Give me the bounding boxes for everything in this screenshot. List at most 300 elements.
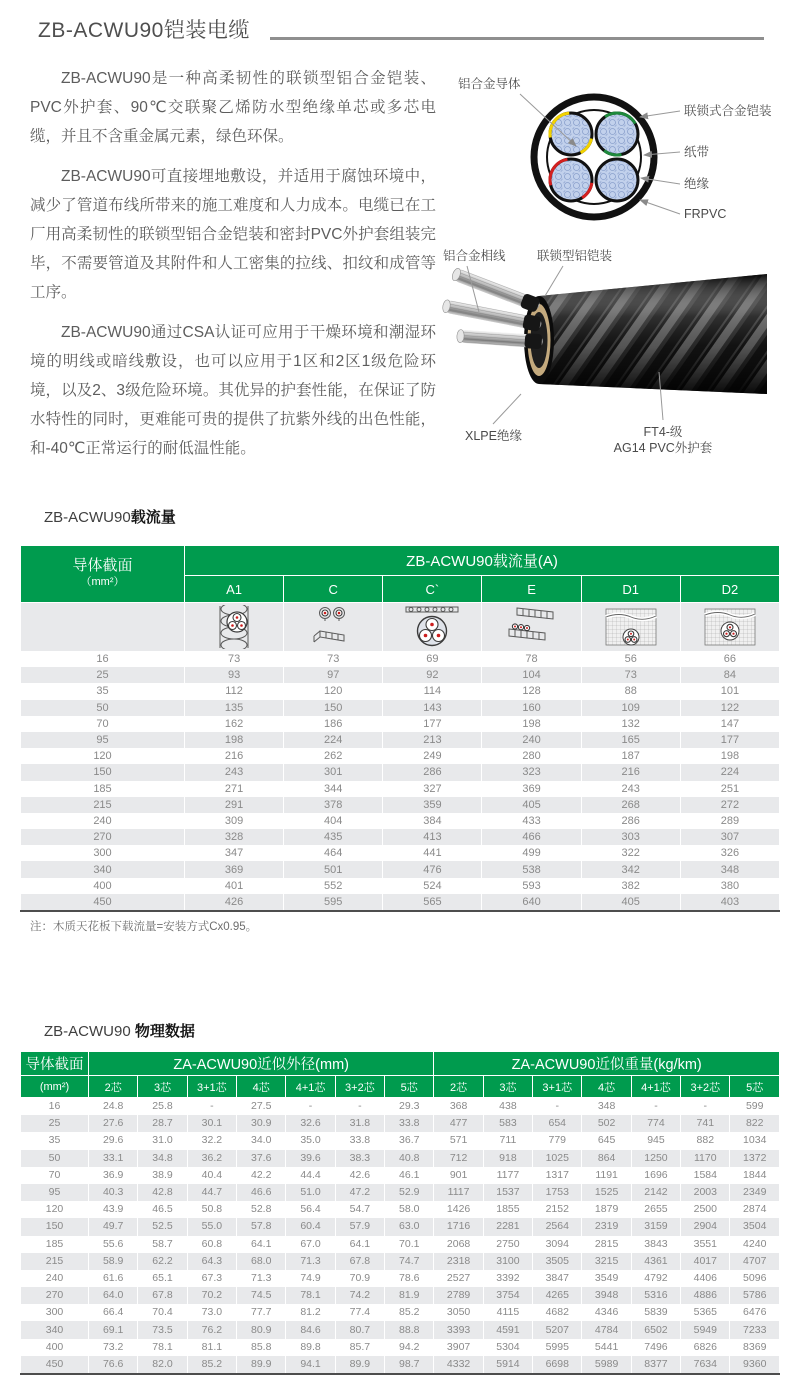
value-cell: 918: [483, 1150, 532, 1167]
value-cell: 5786: [730, 1287, 780, 1304]
value-cell: 3505: [533, 1253, 582, 1270]
value-cell: 55.6: [89, 1236, 138, 1253]
core-bottom-right: [596, 159, 638, 201]
value-cell: 4707: [730, 1253, 780, 1270]
table-row: [21, 1167, 780, 1184]
value-cell: 37.6: [237, 1150, 286, 1167]
value-cell: 56: [581, 651, 680, 667]
value-cell: 4240: [730, 1236, 780, 1253]
value-cell: 5441: [582, 1339, 631, 1356]
value-cell: 2874: [730, 1201, 780, 1218]
value-cell: 57.8: [237, 1218, 286, 1235]
ampacity-group-header: ZB-ACWU90载流量(A): [185, 546, 780, 576]
value-cell: 187: [581, 748, 680, 764]
conductor-size-unit: (mm²): [21, 1076, 89, 1098]
value-cell: 38.9: [138, 1167, 187, 1184]
value-cell: 143: [383, 700, 482, 716]
value-cell: 80.7: [335, 1321, 384, 1338]
value-cell: 1317: [533, 1167, 582, 1184]
conductor-size-cell: 25: [21, 667, 185, 683]
value-cell: 104: [482, 667, 581, 683]
conductor-size-cell: 300: [21, 845, 185, 861]
label-interlocked-armor: 联锁型铝铠装: [537, 249, 613, 263]
column-header-5core: 5芯: [385, 1076, 434, 1098]
table-row: [21, 797, 780, 813]
value-cell: 147: [680, 716, 779, 732]
table-row: [21, 748, 780, 764]
table-row: [21, 1132, 780, 1149]
value-cell: 4886: [681, 1287, 730, 1304]
value-cell: 426: [185, 894, 284, 911]
value-cell: 112: [185, 683, 284, 699]
table-row: [21, 700, 780, 716]
label-paper-tape: 纸带: [684, 145, 710, 159]
value-cell: 3100: [483, 1253, 532, 1270]
table-row: [21, 1184, 780, 1201]
value-cell: 323: [482, 764, 581, 780]
value-cell: 92: [383, 667, 482, 683]
value-cell: 6476: [730, 1304, 780, 1321]
value-cell: 3907: [434, 1339, 483, 1356]
value-cell: 1696: [631, 1167, 680, 1184]
value-cell: 301: [284, 764, 383, 780]
clipped-direct-on-wall-icon: [302, 605, 364, 649]
value-cell: 68.0: [237, 1253, 286, 1270]
value-cell: -: [335, 1098, 384, 1116]
value-cell: 774: [631, 1115, 680, 1132]
value-cell: 7233: [730, 1321, 780, 1338]
value-cell: 73.5: [138, 1321, 187, 1338]
value-cell: 864: [582, 1150, 631, 1167]
value-cell: 1250: [631, 1150, 680, 1167]
value-cell: 271: [185, 781, 284, 797]
value-cell: 552: [284, 878, 383, 894]
value-cell: 3215: [582, 1253, 631, 1270]
value-cell: 224: [680, 764, 779, 780]
table-note: 注：木质天花板下载流量=安装方式Cx0.95。: [30, 921, 258, 933]
value-cell: 464: [284, 845, 383, 861]
table-row: [21, 1321, 780, 1338]
value-cell: 65.1: [138, 1270, 187, 1287]
column-header-3plus2core: 3+2芯: [681, 1076, 730, 1098]
conductor-size-cell: 50: [21, 700, 185, 716]
value-cell: 78.1: [286, 1287, 335, 1304]
conductor-size-cell: 95: [21, 1184, 89, 1201]
value-cell: 369: [482, 781, 581, 797]
conductor-size-cell: 450: [21, 1356, 89, 1374]
value-cell: 286: [383, 764, 482, 780]
value-cell: 177: [680, 732, 779, 748]
table-row: [21, 1236, 780, 1253]
value-cell: 476: [383, 861, 482, 877]
value-cell: 6502: [631, 1321, 680, 1338]
table-row: [21, 1150, 780, 1167]
value-cell: 89.9: [335, 1356, 384, 1374]
value-cell: 76.2: [187, 1321, 236, 1338]
value-cell: 6698: [533, 1356, 582, 1374]
value-cell: 2142: [631, 1184, 680, 1201]
value-cell: 76.6: [89, 1356, 138, 1374]
value-cell: 2564: [533, 1218, 582, 1235]
value-cell: 599: [730, 1098, 780, 1116]
value-cell: 82.0: [138, 1356, 187, 1374]
value-cell: 56.4: [286, 1201, 335, 1218]
value-cell: 1034: [730, 1132, 780, 1149]
label-ft4-grade: FT4-级: [643, 425, 683, 439]
value-cell: 378: [284, 797, 383, 813]
table-row: [21, 894, 780, 911]
value-cell: 5365: [681, 1304, 730, 1321]
value-cell: 77.4: [335, 1304, 384, 1321]
value-cell: 98.7: [385, 1356, 434, 1374]
value-cell: 1426: [434, 1201, 483, 1218]
value-cell: 3504: [730, 1218, 780, 1235]
value-cell: 94.1: [286, 1356, 335, 1374]
table-row: [21, 861, 780, 877]
table-row: [21, 1098, 780, 1116]
value-cell: 81.1: [187, 1339, 236, 1356]
value-cell: 93: [185, 667, 284, 683]
conduit-in-insulated-wall-icon: [203, 605, 265, 649]
value-cell: 779: [533, 1132, 582, 1149]
value-cell: 58.0: [385, 1201, 434, 1218]
value-cell: 34.0: [237, 1132, 286, 1149]
value-cell: 654: [533, 1115, 582, 1132]
column-header-5core: 5芯: [730, 1076, 780, 1098]
table-row: [21, 683, 780, 699]
value-cell: 3549: [582, 1270, 631, 1287]
value-cell: 583: [483, 1115, 532, 1132]
value-cell: 120: [284, 683, 383, 699]
value-cell: 70.4: [138, 1304, 187, 1321]
value-cell: 328: [185, 829, 284, 845]
column-header-3plus1core: 3+1芯: [533, 1076, 582, 1098]
value-cell: 47.2: [335, 1184, 384, 1201]
column-header-c-prime: C`: [383, 576, 482, 603]
value-cell: 1716: [434, 1218, 483, 1235]
value-cell: 38.3: [335, 1150, 384, 1167]
value-cell: 243: [581, 781, 680, 797]
value-cell: 216: [185, 748, 284, 764]
value-cell: 30.1: [187, 1115, 236, 1132]
conductor-size-header: 导体截面: [21, 1052, 89, 1076]
value-cell: 2068: [434, 1236, 483, 1253]
label-frpvc: FRPVC: [684, 207, 727, 221]
value-cell: 309: [185, 813, 284, 829]
value-cell: 89.9: [237, 1356, 286, 1374]
value-cell: 7496: [631, 1339, 680, 1356]
value-cell: 3843: [631, 1236, 680, 1253]
value-cell: 5207: [533, 1321, 582, 1338]
conductor-size-cell: 185: [21, 1236, 89, 1253]
value-cell: 1753: [533, 1184, 582, 1201]
value-cell: 1879: [582, 1201, 631, 1218]
value-cell: 29.3: [385, 1098, 434, 1116]
value-cell: 89.8: [286, 1339, 335, 1356]
armor-tube: [539, 274, 767, 394]
table-row: [21, 651, 780, 667]
value-cell: 81.9: [385, 1287, 434, 1304]
value-cell: 84.6: [286, 1321, 335, 1338]
value-cell: 3392: [483, 1270, 532, 1287]
value-cell: 46.1: [385, 1167, 434, 1184]
value-cell: 347: [185, 845, 284, 861]
value-cell: 2281: [483, 1218, 532, 1235]
label-conductor: 铝合金导体: [458, 77, 521, 91]
value-cell: 32.2: [187, 1132, 236, 1149]
value-cell: 52.5: [138, 1218, 187, 1235]
value-cell: 382: [581, 878, 680, 894]
value-cell: 64.0: [89, 1287, 138, 1304]
cross-section-drawing: [428, 64, 786, 240]
value-cell: 78.1: [138, 1339, 187, 1356]
table-row: [21, 764, 780, 780]
value-cell: 177: [383, 716, 482, 732]
physical-data-table: [20, 1051, 780, 1375]
value-cell: 243: [185, 764, 284, 780]
value-cell: 33.8: [385, 1115, 434, 1132]
value-cell: 2655: [631, 1201, 680, 1218]
value-cell: 2527: [434, 1270, 483, 1287]
value-cell: 60.4: [286, 1218, 335, 1235]
value-cell: 441: [383, 845, 482, 861]
value-cell: 645: [582, 1132, 631, 1149]
value-cell: 64.3: [187, 1253, 236, 1270]
value-cell: 80.9: [237, 1321, 286, 1338]
value-cell: 74.9: [286, 1270, 335, 1287]
label-pvc-jacket: AG14 PVC外护套: [613, 441, 713, 455]
value-cell: 571: [434, 1132, 483, 1149]
ampacity-table: [20, 545, 780, 912]
value-cell: 150: [284, 700, 383, 716]
value-cell: 34.8: [138, 1150, 187, 1167]
value-cell: 1525: [582, 1184, 631, 1201]
value-cell: 2318: [434, 1253, 483, 1270]
value-cell: 85.2: [187, 1356, 236, 1374]
installation-method-icon-row: [21, 603, 780, 652]
value-cell: 49.7: [89, 1218, 138, 1235]
value-cell: 128: [482, 683, 581, 699]
value-cell: 2750: [483, 1236, 532, 1253]
conductor-size-cell: 400: [21, 1339, 89, 1356]
value-cell: 6826: [681, 1339, 730, 1356]
table-row: [21, 813, 780, 829]
value-cell: 945: [631, 1132, 680, 1149]
value-cell: 368: [434, 1098, 483, 1116]
value-cell: 5949: [681, 1321, 730, 1338]
value-cell: 33.1: [89, 1150, 138, 1167]
value-cell: 81.2: [286, 1304, 335, 1321]
value-cell: -: [681, 1098, 730, 1116]
value-cell: 4346: [582, 1304, 631, 1321]
value-cell: 1855: [483, 1201, 532, 1218]
value-cell: 27.6: [89, 1115, 138, 1132]
value-cell: 36.2: [187, 1150, 236, 1167]
conductor-size-header: 导体截面 （mm²）: [21, 546, 185, 603]
value-cell: 4265: [533, 1287, 582, 1304]
value-cell: 66: [680, 651, 779, 667]
value-cell: 405: [581, 894, 680, 911]
value-cell: 1177: [483, 1167, 532, 1184]
table-row: [21, 1304, 780, 1321]
column-header-4plus1core: 4+1芯: [631, 1076, 680, 1098]
value-cell: 64.1: [237, 1236, 286, 1253]
value-cell: 403: [680, 894, 779, 911]
value-cell: 524: [383, 878, 482, 894]
column-header-a1: A1: [185, 576, 284, 603]
value-cell: 712: [434, 1150, 483, 1167]
value-cell: 42.8: [138, 1184, 187, 1201]
value-cell: 114: [383, 683, 482, 699]
ampacity-section-title: ZB-ACWU90载流量: [44, 509, 176, 526]
value-cell: 344: [284, 781, 383, 797]
value-cell: 565: [383, 894, 482, 911]
value-cell: 4115: [483, 1304, 532, 1321]
value-cell: 30.9: [237, 1115, 286, 1132]
value-cell: 24.8: [89, 1098, 138, 1116]
table-row: [21, 667, 780, 683]
conductor-size-cell: 35: [21, 683, 185, 699]
value-cell: 593: [482, 878, 581, 894]
value-cell: 54.7: [335, 1201, 384, 1218]
value-cell: 262: [284, 748, 383, 764]
value-cell: 224: [284, 732, 383, 748]
value-cell: 901: [434, 1167, 483, 1184]
value-cell: 51.0: [286, 1184, 335, 1201]
value-cell: 70.1: [385, 1236, 434, 1253]
value-cell: 33.8: [335, 1132, 384, 1149]
buried-in-duct-icon: [600, 605, 662, 649]
value-cell: 3754: [483, 1287, 532, 1304]
value-cell: 135: [185, 700, 284, 716]
value-cell: 88.8: [385, 1321, 434, 1338]
value-cell: 71.3: [237, 1270, 286, 1287]
value-cell: 4784: [582, 1321, 631, 1338]
value-cell: 3948: [582, 1287, 631, 1304]
table-row: [21, 1115, 780, 1132]
conductor-size-cell: 16: [21, 1098, 89, 1116]
direct-buried-icon: [699, 605, 761, 649]
value-cell: 1844: [730, 1167, 780, 1184]
value-cell: 62.2: [138, 1253, 187, 1270]
value-cell: 401: [185, 878, 284, 894]
value-cell: 2349: [730, 1184, 780, 1201]
value-cell: 438: [483, 1098, 532, 1116]
column-header-2core: 2芯: [434, 1076, 483, 1098]
column-header-3core: 3芯: [483, 1076, 532, 1098]
weight-group-header: ZA-ACWU90近似重量(kg/km): [434, 1052, 780, 1076]
table-row: [21, 1270, 780, 1287]
value-cell: 3050: [434, 1304, 483, 1321]
intro-text-block: [30, 64, 436, 474]
value-cell: 78.6: [385, 1270, 434, 1287]
value-cell: 595: [284, 894, 383, 911]
value-cell: 85.2: [385, 1304, 434, 1321]
value-cell: 9360: [730, 1356, 780, 1374]
value-cell: 326: [680, 845, 779, 861]
value-cell: 31.0: [138, 1132, 187, 1149]
value-cell: 66.4: [89, 1304, 138, 1321]
value-cell: 433: [482, 813, 581, 829]
table-row: [21, 1339, 780, 1356]
value-cell: 7634: [681, 1356, 730, 1374]
value-cell: 4682: [533, 1304, 582, 1321]
intro-paragraph: ZB-ACWU90可直接埋地敷设，并适用于腐蚀环境中，减少了管道布线所带来的施工难度和人力成本。电缆已在工厂用高柔韧性的联锁型铝合金铠装和密封PVC外护套组装完毕，不需要管道及其附件和人工密集的拉线、扣纹和成管等工序。: [30, 168, 436, 301]
value-cell: 61.6: [89, 1270, 138, 1287]
value-cell: 67.8: [138, 1287, 187, 1304]
column-header-4plus1core: 4+1芯: [286, 1076, 335, 1098]
value-cell: 32.6: [286, 1115, 335, 1132]
value-cell: 74.2: [335, 1287, 384, 1304]
value-cell: 70.2: [187, 1287, 236, 1304]
conductor-size-cell: 270: [21, 829, 185, 845]
value-cell: 741: [681, 1115, 730, 1132]
value-cell: 4017: [681, 1253, 730, 1270]
conductor-size-cell: 185: [21, 781, 185, 797]
title-rule: [270, 37, 764, 40]
value-cell: 2152: [533, 1201, 582, 1218]
value-cell: 40.8: [385, 1150, 434, 1167]
label-phase-wire: 铝合金相线: [443, 249, 506, 263]
value-cell: 8369: [730, 1339, 780, 1356]
value-cell: 84: [680, 667, 779, 683]
value-cell: 3094: [533, 1236, 582, 1253]
value-cell: 384: [383, 813, 482, 829]
column-header-d2: D2: [680, 576, 779, 603]
conductor-size-cell: 340: [21, 1321, 89, 1338]
value-cell: 132: [581, 716, 680, 732]
cable-photo-diagram: [435, 244, 767, 460]
value-cell: 73: [284, 651, 383, 667]
conductor-size-cell: 35: [21, 1132, 89, 1149]
column-header-d1: D1: [581, 576, 680, 603]
value-cell: 5304: [483, 1339, 532, 1356]
value-cell: 25.8: [138, 1098, 187, 1116]
value-cell: 2500: [681, 1201, 730, 1218]
value-cell: 46.6: [237, 1184, 286, 1201]
value-cell: 348: [582, 1098, 631, 1116]
value-cell: 85.7: [335, 1339, 384, 1356]
value-cell: 36.7: [385, 1132, 434, 1149]
column-header-3core: 3芯: [138, 1076, 187, 1098]
table-row: [21, 845, 780, 861]
value-cell: 39.6: [286, 1150, 335, 1167]
value-cell: 160: [482, 700, 581, 716]
column-header-2core: 2芯: [89, 1076, 138, 1098]
value-cell: 8377: [631, 1356, 680, 1374]
value-cell: -: [286, 1098, 335, 1116]
conductor-size-cell: 150: [21, 764, 185, 780]
value-cell: 2003: [681, 1184, 730, 1201]
value-cell: 882: [681, 1132, 730, 1149]
value-cell: 198: [680, 748, 779, 764]
value-cell: 822: [730, 1115, 780, 1132]
value-cell: 60.8: [187, 1236, 236, 1253]
value-cell: 2815: [582, 1236, 631, 1253]
value-cell: 477: [434, 1115, 483, 1132]
intro-paragraph: ZB-ACWU90是一种高柔韧性的联锁型铝合金铠装、PVC外护套、90℃交联聚乙烯防水型绝缘单芯或多芯电缆，并且不含重金属元素，绿色环保。: [30, 70, 436, 145]
conductor-size-cell: 240: [21, 1270, 89, 1287]
value-cell: 1025: [533, 1150, 582, 1167]
value-cell: 40.4: [187, 1167, 236, 1184]
column-header-4core: 4芯: [237, 1076, 286, 1098]
value-cell: -: [631, 1098, 680, 1116]
conductor-size-cell: 120: [21, 1201, 89, 1218]
value-cell: 4792: [631, 1270, 680, 1287]
value-cell: 85.8: [237, 1339, 286, 1356]
value-cell: 77.7: [237, 1304, 286, 1321]
value-cell: 359: [383, 797, 482, 813]
